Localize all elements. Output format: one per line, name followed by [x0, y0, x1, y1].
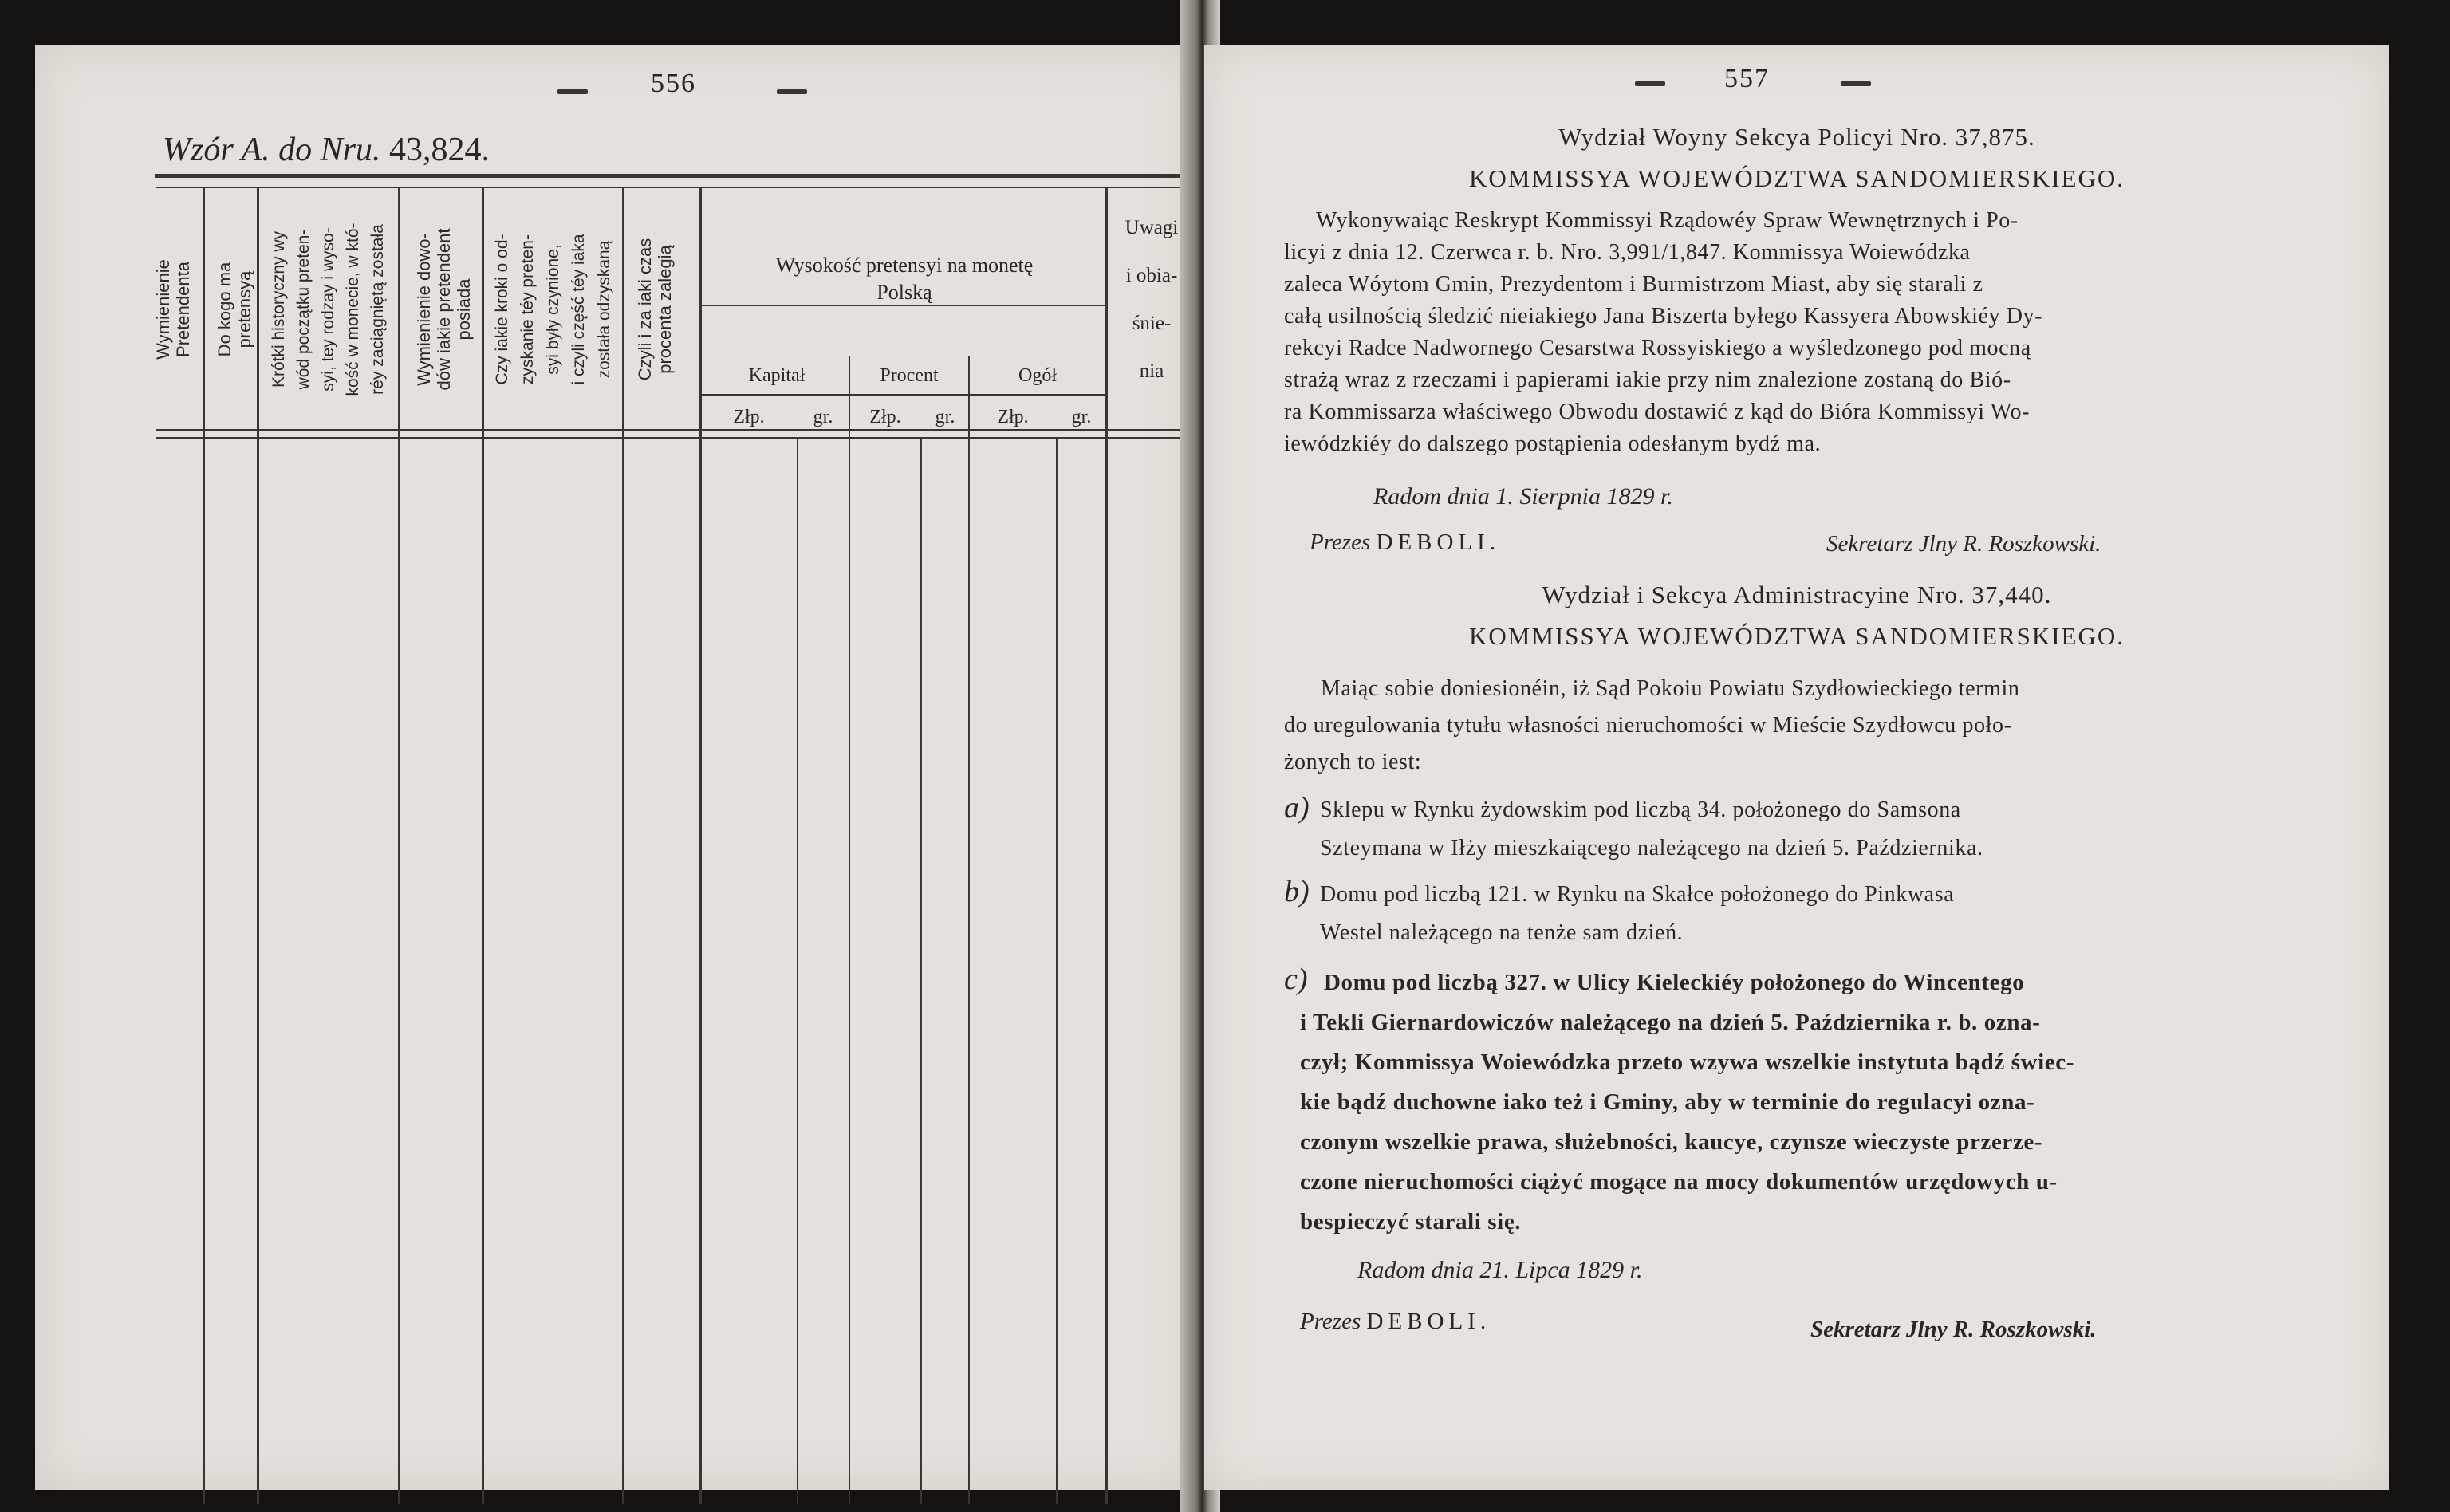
- notice2-intro-line: żonych to iest:: [1284, 750, 1422, 774]
- page-number: 557: [1724, 64, 1770, 93]
- notice1-line: całą usilnością śledzić nieiakiego Jana Biszerta byłego Kassyera Abowskiéy Dy-: [1284, 304, 2043, 329]
- notice1-president: Prezes DEBOLI.: [1310, 530, 1501, 555]
- item-b-line: Domu pod liczbą 121. w Rynku na Skałce położonego do Pinkwasa: [1320, 882, 1955, 907]
- subheader-interest: Procent: [880, 365, 939, 386]
- table-header-rule: [156, 437, 1206, 439]
- item-a-line: Szteymana w Iłży mieszkaiącego należącego na dzień 5. Października.: [1320, 836, 1983, 860]
- notice2-place-date: Radom dnia 21. Lipca 1829 r.: [1357, 1257, 1643, 1283]
- subheader-capital: Kapitał: [748, 365, 806, 386]
- notice2-intro-line: Maiąc sobie doniesionéin, iż Sąd Pokoiu Powiatu Szydłowieckiego termin: [1321, 676, 2020, 701]
- item-c-letter: c): [1284, 963, 1308, 996]
- item-a-letter: a): [1284, 791, 1310, 825]
- notice1-line: rekcyi Radce Nadwornego Cesarstwa Rossyiskiego a wyśledzonego pod mocną: [1284, 336, 2031, 360]
- column-header-pretender: Wymienienie Pretendenta: [153, 259, 193, 360]
- unit-label: gr.: [1071, 407, 1092, 427]
- left-page: [35, 45, 1195, 1490]
- notice2-president: Prezes DEBOLI.: [1300, 1309, 1491, 1334]
- unit-label: Złp.: [997, 407, 1029, 427]
- column-rule: [1056, 437, 1058, 1504]
- column-rule: [797, 437, 798, 1504]
- column-rule: [699, 188, 702, 1504]
- item-c-line: czył; Kommissya Woiewódzka przeto wzywa wszelkie instytuta bądź świec-: [1300, 1049, 2074, 1075]
- item-c-line: czone nieruchomości ciążyć mogące na mocy dokumentów urzędowych u-: [1300, 1169, 2058, 1195]
- notice1-line: ra Kommissarza właściwego Obwodu dostawić z kąd do Bióra Kommissyi Wo-: [1284, 400, 2031, 424]
- item-c-line: Domu pod liczbą 327. w Ulicy Kieleckiéy położonego do Wincentego: [1324, 970, 2025, 995]
- column-rule: [920, 437, 922, 1504]
- unit-label: Złp.: [869, 407, 901, 427]
- notice1-line: strażą wraz z rzeczami i papierami iakie przy nim znalezione zostaną do Bió-: [1284, 368, 2011, 392]
- amount-header: Wysokość pretensyi na monetę Polską: [775, 254, 1034, 304]
- page-number-dash: [557, 89, 588, 94]
- column-header-interest: Czyli i za iaki czas procenta zalegią: [635, 238, 675, 381]
- amount-sub-rule: [701, 394, 1105, 396]
- column-header-evidence: Wymienienie dowo- dów iakie pretendent posiada: [414, 228, 474, 391]
- notice1-line: Wykonywaiąc Reskrypt Kommissyi Rządowéy Spraw Wewnętrznych i Po-: [1316, 208, 2019, 233]
- notice2-intro-line: do uregulowania tytułu własności nieruchomości w Mieście Szydłowcu poło-: [1284, 713, 2012, 738]
- column-rule: [203, 188, 205, 1504]
- item-b-line: Westel należącego na tenże sam dzień.: [1320, 920, 1684, 945]
- subheader-total: Ogół: [1018, 365, 1057, 386]
- column-rule: [849, 356, 850, 1504]
- column-header-claim-against: Do kogo ma pretensyą: [215, 262, 254, 357]
- page-number-dash: [1841, 81, 1871, 86]
- item-c-line: bespieczyć starali się.: [1300, 1209, 1522, 1234]
- notice1-line: licyi z dnia 12. Czerwca r. b. Nro. 3,991/1,847. Kommissya Woiewódzka: [1284, 240, 1971, 265]
- item-a-line: Sklepu w Rynku żydowskim pod liczbą 34. położonego do Samsona: [1320, 797, 1961, 822]
- item-c-line: kie bądź duchowne iako też i Gminy, aby w terminie do regulacyi ozna-: [1300, 1089, 2035, 1115]
- page-number: 556: [651, 69, 696, 98]
- notice2-secretary: Sekretarz Jlny R. Roszkowski.: [1810, 1317, 2097, 1342]
- page-number-dash: [1635, 81, 1665, 86]
- column-rule: [968, 356, 970, 1504]
- unit-label: Złp.: [733, 407, 765, 427]
- notice1-secretary: Sekretarz Jlny R. Roszkowski.: [1826, 531, 2101, 557]
- column-rule: [257, 188, 259, 1504]
- item-c-line: czonym wszelkie prawa, służebności, kaucye, czynsze wieczyste przerze-: [1300, 1129, 2043, 1155]
- column-header-recovery: Czy iakie kroki o od- zyskanie téy preten- syi były czynione, i czyli część téy iaka została odzyskaną: [493, 234, 613, 385]
- column-rule: [622, 188, 624, 1504]
- notice1-title: KOMMISSYA WOJEWÓDZTWA SANDOMIERSKIEGO.: [1468, 164, 2125, 192]
- remarks-header: Uwagi i obia- śnie- nia: [1125, 217, 1179, 382]
- unit-label: gr.: [813, 407, 833, 427]
- notice1-line: iewódzkiéy do dalszego postąpienia odesłanym bydź ma.: [1284, 431, 1822, 456]
- table-top-rule: [155, 174, 1207, 178]
- notice1-header: Wydział Woyny Sekcya Policyi Nro. 37,875.: [1558, 123, 2035, 151]
- table-top-rule-thin: [156, 187, 1207, 188]
- right-page: [1204, 45, 2389, 1490]
- unit-label: gr.: [935, 407, 955, 427]
- item-c-line: i Tekli Giernardowiczów należącego na dzień 5. Października r. b. ozna-: [1300, 1010, 2041, 1035]
- column-rule: [482, 188, 484, 1504]
- page-number-dash: [777, 89, 807, 94]
- notice1-place-date: Radom dnia 1. Sierpnia 1829 r.: [1373, 483, 1673, 510]
- column-rule: [398, 188, 400, 1504]
- notice1-line: zaleca Wóytom Gmin, Prezydentom i Burmistrzom Miast, aby się starali z: [1284, 272, 1983, 297]
- item-b-letter: b): [1284, 875, 1310, 908]
- column-header-history: Krótki historyczny wy wód początku preten- syi, tey rodzay i wyso- kość w monecie, w któ- réy zaciągniętą została: [270, 222, 387, 396]
- form-title: Wzór A. do Nru. 43,824.: [163, 132, 490, 168]
- notice2-title: KOMMISSYA WOJEWÓDZTWA SANDOMIERSKIEGO.: [1468, 622, 2125, 650]
- notice2-header: Wydział i Sekcya Administracyine Nro. 37,440.: [1542, 581, 2052, 608]
